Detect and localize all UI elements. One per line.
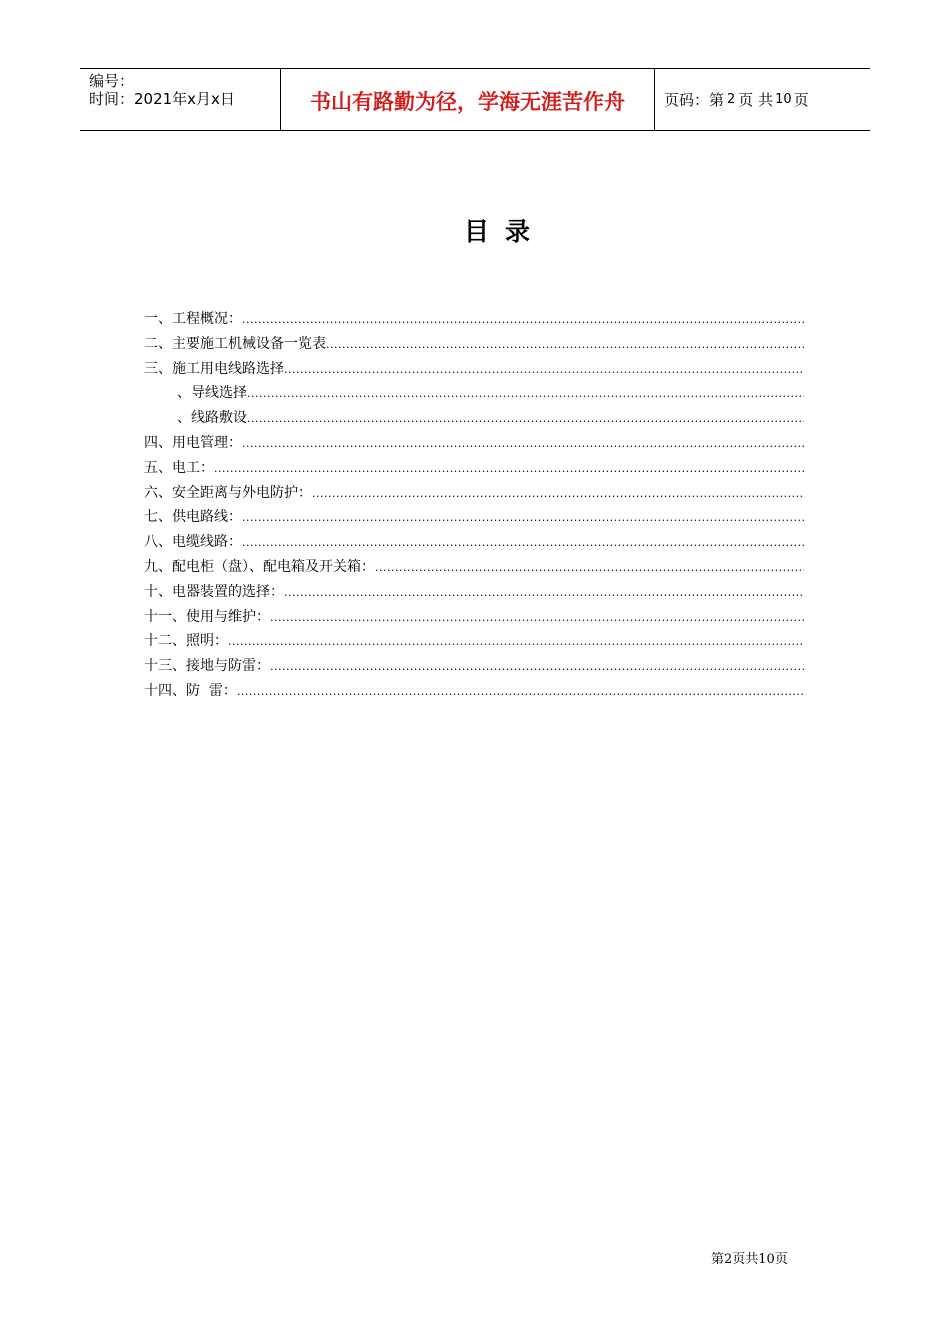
toc-item[interactable] (144, 679, 804, 704)
toc-item-label: 六、安全距离与外电防护： (144, 484, 312, 501)
header-info (80, 69, 281, 130)
header-page-number (655, 69, 870, 130)
toc-subitem[interactable] (144, 381, 804, 406)
page-prefix: 页码：第 (664, 91, 725, 109)
toc-leader (247, 382, 804, 407)
toc-item-label: 十、电器装置的选择： (144, 583, 284, 600)
page-suffix: 页 (793, 91, 809, 109)
toc-item-label: 三、施工用电线路选择 (144, 360, 284, 377)
toc-leader (312, 482, 804, 507)
toc-leader (237, 680, 804, 705)
toc-leader (242, 308, 804, 333)
page-header (80, 68, 870, 131)
toc-leader (284, 581, 804, 606)
toc-leader (284, 358, 804, 383)
toc-item-label: 十二、照明： (144, 633, 228, 650)
toc-leader (214, 457, 804, 482)
toc-item-label: 四、用电管理： (144, 434, 242, 451)
toc-item-label: 五、电工： (144, 459, 214, 476)
page-current: 2 (727, 92, 736, 107)
toc-item-label: 九、配电柜（盘）、配电箱及开关箱： (144, 558, 375, 575)
toc-item-label: 二、主要施工机械设备一览表 (144, 335, 326, 352)
toc-leader (242, 432, 804, 457)
toc-item[interactable] (144, 629, 804, 654)
toc-item[interactable] (144, 456, 804, 481)
toc-item[interactable] (144, 530, 804, 555)
toc-leader (326, 333, 804, 358)
toc-leader (228, 630, 804, 655)
toc-item-label: 一、工程概况： (144, 311, 242, 327)
toc-item-label: 、线路敷设 (177, 410, 247, 427)
toc-leader (270, 655, 804, 680)
document-date: 时间：2021年x月x日 (89, 90, 235, 108)
toc-leader (242, 506, 804, 531)
toc-item[interactable] (144, 357, 804, 382)
toc-item[interactable] (144, 555, 804, 580)
toc-item-label: 十四、防 雷： (144, 682, 237, 699)
toc-item-label: 十三、接地与防雷： (144, 658, 270, 675)
toc-item[interactable] (144, 431, 804, 456)
toc-leader (247, 407, 804, 432)
page-title: 目录 (463, 217, 546, 246)
page-footer: 第2页共10页 (711, 1252, 788, 1267)
page-mid: 页 共 (738, 91, 774, 109)
toc-item[interactable] (144, 580, 804, 605)
toc-item-label: 、导线选择 (177, 385, 247, 402)
toc-leader (375, 556, 804, 581)
toc-leader (270, 606, 804, 631)
document-number-label: 编号： (89, 72, 135, 90)
toc-subitem[interactable] (144, 406, 804, 431)
toc-item[interactable] (144, 332, 804, 357)
toc-item[interactable] (144, 605, 804, 630)
table-of-contents (144, 307, 804, 704)
toc-item[interactable] (144, 481, 804, 506)
toc-leader (242, 531, 804, 556)
toc-item[interactable] (144, 307, 804, 332)
header-motto-cell (281, 69, 655, 130)
toc-item[interactable] (144, 505, 804, 530)
toc-item-label: 十一、使用与维护： (144, 608, 270, 625)
page-total: 10 (775, 92, 792, 107)
toc-item-label: 八、电缆线路： (144, 534, 242, 551)
motto-text: 书山有路勤为径，学海无涯苦作舟 (310, 89, 625, 114)
toc-item[interactable] (144, 654, 804, 679)
toc-item-label: 七、供电路线： (144, 509, 242, 526)
